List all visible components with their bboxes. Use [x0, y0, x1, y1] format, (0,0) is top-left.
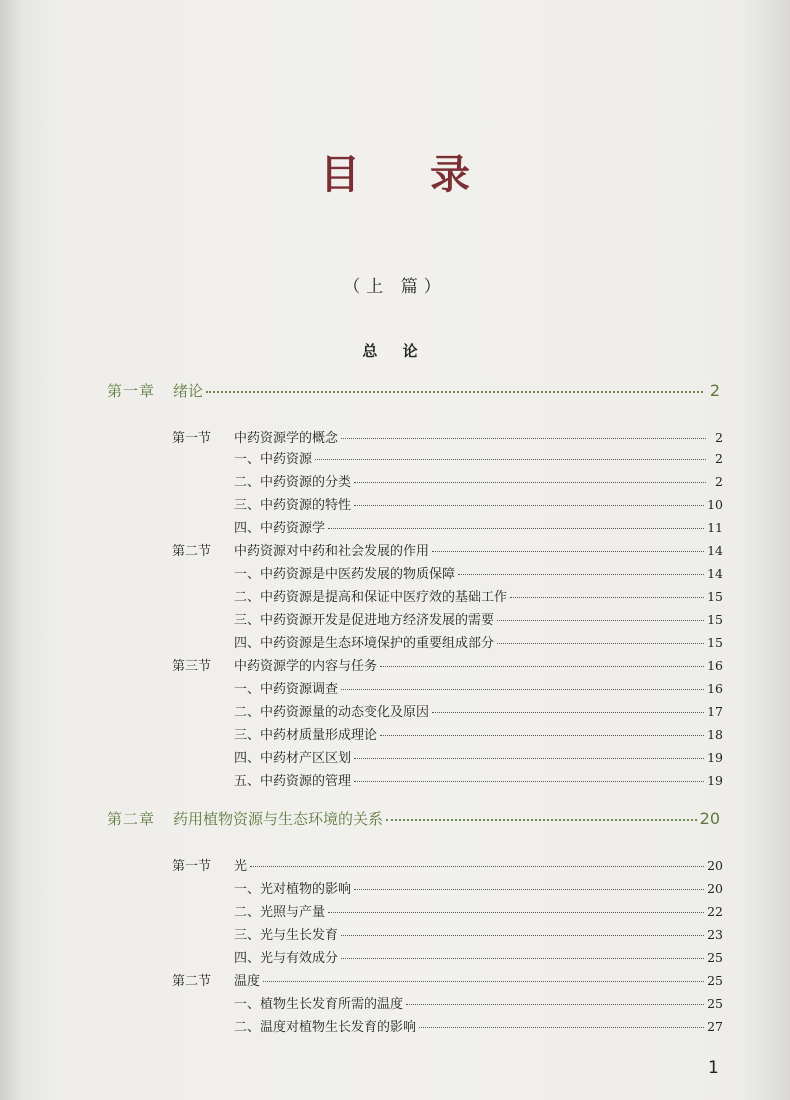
- dot-leader: [354, 780, 704, 782]
- toc-item-title: 三、中药材质量形成理论: [234, 728, 378, 743]
- dot-leader: [497, 642, 704, 644]
- toc-item-row: [234, 878, 723, 897]
- toc-item-title: 一、光对植物的影响: [234, 882, 352, 897]
- toc-page-number: 11: [707, 520, 723, 535]
- toc-item-row: [234, 678, 723, 697]
- toc-page-number: 19: [707, 750, 723, 765]
- toc-item-row: [234, 632, 723, 651]
- toc-page-number: 15: [707, 635, 723, 650]
- toc-chapter-row: [107, 808, 720, 829]
- toc-item-row: [234, 517, 723, 536]
- dot-leader: [206, 390, 703, 393]
- toc-item-title: 二、中药资源量的动态变化及原因: [234, 705, 430, 720]
- toc-page-number: 25: [707, 950, 723, 965]
- toc-page-number: 15: [707, 612, 723, 627]
- dot-leader: [341, 957, 704, 959]
- toc-item-title: 二、温度对植物生长发育的影响: [234, 1020, 417, 1035]
- toc-page-number: 22: [707, 904, 723, 919]
- toc-section-row: [172, 655, 723, 674]
- dot-leader: [341, 688, 704, 690]
- toc-page-number: 19: [707, 773, 723, 788]
- toc-item-row: [234, 747, 723, 766]
- toc-item-title: 一、中药资源: [234, 452, 313, 467]
- toc-section-label: 第二节: [172, 974, 212, 989]
- toc-page-number: 27: [707, 1019, 723, 1034]
- toc-item-title: 一、中药资源调查: [234, 682, 339, 697]
- toc-chapter-title: 药用植物资源与生态环境的关系: [173, 810, 384, 828]
- dot-leader: [328, 911, 704, 913]
- dot-leader: [354, 481, 706, 483]
- toc-section-title: 温度: [234, 974, 261, 989]
- toc-item-title: 二、光照与产量: [234, 905, 326, 920]
- toc-section-row: [172, 970, 723, 989]
- toc-page-number: 23: [707, 927, 723, 942]
- dot-leader: [315, 458, 706, 460]
- toc-item-row: [234, 901, 723, 920]
- dot-leader: [386, 818, 697, 821]
- toc-item-row: [234, 586, 723, 605]
- toc-chapter-title: 绪论: [173, 382, 204, 400]
- toc-section-row: [172, 427, 723, 446]
- dot-leader: [263, 980, 704, 982]
- dot-leader: [458, 573, 704, 575]
- toc-section-label: 第一节: [172, 859, 212, 874]
- toc-page-number: 15: [707, 589, 723, 604]
- dot-leader: [380, 665, 704, 667]
- toc-title: 目 录: [320, 152, 498, 198]
- dot-leader: [354, 888, 704, 890]
- dot-leader: [497, 619, 704, 621]
- toc-item-row: [234, 494, 723, 513]
- dot-leader: [354, 757, 704, 759]
- toc-item-row: [234, 924, 723, 943]
- toc-page-number: 2: [715, 451, 723, 466]
- dot-leader: [250, 865, 704, 867]
- toc-page-number: 20: [699, 809, 720, 828]
- toc-section-label: 第二节: [172, 544, 212, 559]
- dot-leader: [432, 711, 704, 713]
- toc-page-number: 2: [715, 474, 723, 489]
- dot-leader: [341, 934, 704, 936]
- toc-page-number: 25: [707, 973, 723, 988]
- toc-page-number: 2: [715, 430, 723, 445]
- dot-leader: [510, 596, 704, 598]
- toc-page-number: 14: [707, 543, 723, 558]
- part-heading: （上 篇）: [343, 277, 447, 297]
- toc-section-row: [172, 855, 723, 874]
- toc-item-title: 二、中药资源是提高和保证中医疗效的基础工作: [234, 590, 508, 605]
- toc-page-number: 20: [707, 858, 723, 873]
- toc-item-title: 四、光与有效成分: [234, 951, 339, 966]
- dot-leader: [380, 734, 704, 736]
- toc-item-row: [234, 701, 723, 720]
- toc-item-row: [234, 609, 723, 628]
- toc-item-title: 二、中药资源的分类: [234, 475, 352, 490]
- toc-item-row: [234, 993, 723, 1012]
- toc-page-number: 10: [707, 497, 723, 512]
- toc-item-row: [234, 1016, 723, 1035]
- toc-item-title: 一、植物生长发育所需的温度: [234, 997, 404, 1012]
- toc-item-title: 一、中药资源是中医药发展的物质保障: [234, 567, 456, 582]
- toc-page-number: 14: [707, 566, 723, 581]
- toc-page-number: 20: [707, 881, 723, 896]
- toc-section-title: 光: [234, 859, 248, 874]
- toc-section-title: 中药资源学的概念: [234, 431, 339, 446]
- toc-item-title: 三、中药资源的特性: [234, 498, 352, 513]
- toc-chapter-label: 第一章: [107, 382, 156, 400]
- general-heading: 总 论: [362, 342, 428, 360]
- toc-item-row: [234, 563, 723, 582]
- page-number: 1: [708, 1058, 719, 1078]
- toc-page-number: 16: [707, 681, 723, 696]
- toc-page-number: 18: [707, 727, 723, 742]
- toc-item-title: 四、中药材产区区划: [234, 751, 352, 766]
- toc-page-number: 17: [707, 704, 723, 719]
- toc-chapter-label: 第二章: [107, 810, 156, 828]
- toc-section-label: 第三节: [172, 659, 212, 674]
- toc-section-title: 中药资源对中药和社会发展的作用: [234, 544, 430, 559]
- toc-chapter-row: [107, 380, 720, 401]
- toc-item-row: [234, 947, 723, 966]
- toc-item-row: [234, 724, 723, 743]
- dot-leader: [406, 1003, 704, 1005]
- dot-leader: [328, 527, 704, 529]
- dot-leader: [432, 550, 704, 552]
- toc-item-row: [234, 448, 723, 467]
- toc-section-title: 中药资源学的内容与任务: [234, 659, 378, 674]
- toc-section-label: 第一节: [172, 431, 212, 446]
- toc-item-row: [234, 770, 723, 789]
- toc-item-title: 五、中药资源的管理: [234, 774, 352, 789]
- dot-leader: [354, 504, 704, 506]
- toc-page-number: 2: [709, 381, 720, 400]
- dot-leader: [341, 437, 706, 439]
- toc-item-row: [234, 471, 723, 490]
- toc-item-title: 三、中药资源开发是促进地方经济发展的需要: [234, 613, 495, 628]
- dot-leader: [419, 1026, 704, 1028]
- toc-page-number: 25: [707, 996, 723, 1011]
- toc-section-row: [172, 540, 723, 559]
- toc-item-title: 三、光与生长发育: [234, 928, 339, 943]
- toc-item-title: 四、中药资源是生态环境保护的重要组成部分: [234, 636, 495, 651]
- toc-item-title: 四、中药资源学: [234, 521, 326, 536]
- toc-page-number: 16: [707, 658, 723, 673]
